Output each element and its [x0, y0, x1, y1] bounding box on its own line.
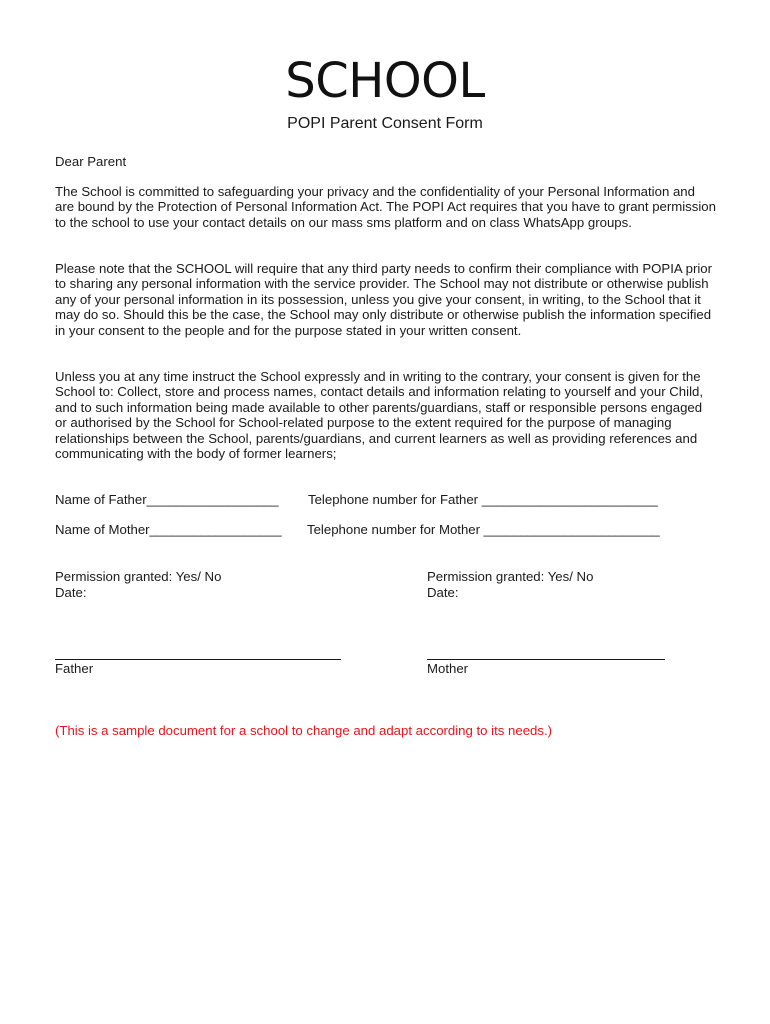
father-signature-label: Father — [55, 661, 94, 676]
father-phone-field[interactable]: Telephone number for Father ________________________ — [308, 492, 658, 507]
mother-permission-text[interactable]: Permission granted: Yes/ No — [427, 569, 594, 584]
paragraph-privacy: The School is committed to safeguarding your privacy and the confidentiality of your Personal Information and are bound by the Protection of Personal Information Act. The POPI Act requires that you have to grant permission to the school to use your contact details on our mass sms platform and on class WhatsApp groups. — [55, 184, 716, 230]
father-date-label: Date: — [55, 585, 87, 600]
mother-date-label: Date: — [427, 585, 459, 600]
document-title: SCHOOL — [285, 53, 485, 109]
father-signature-line[interactable] — [55, 659, 341, 660]
paragraph-third-party: Please note that the SCHOOL will require that any third party needs to confirm their compliance with POPIA prior to sharing any personal information with the service provider. The School may not distribute or otherwise publish any of your personal information in its possession, unless you give your consent, in writing, to the School that it may do so. Should this be the case, the School may only distribute or otherwise publish the information specified in your consent to the people and for the purpose stated in your written consent. — [55, 261, 712, 338]
mother-name-field[interactable]: Name of Mother__________________ — [55, 522, 282, 537]
mother-signature-label: Mother — [427, 661, 469, 676]
paragraph-consent-scope: Unless you at any time instruct the School expressly and in writing to the contrary, your consent is given for the School to: Collect, store and process names, contact details and information relating to yourself and your Child, and to such information being made available to other parents/guardians, staff or responsible persons engaged or authorised by the School for School-related purpose to the extent required for the purpose of managing relationships between the School, parents/guardians, and current learners as well as providing references and communicating with the body of former learners; — [55, 369, 703, 462]
sample-document-note: (This is a sample document for a school to change and adapt according to its needs.) — [55, 723, 553, 738]
greeting-text: Dear Parent — [55, 154, 127, 169]
father-permission-text[interactable]: Permission granted: Yes/ No — [55, 569, 222, 584]
mother-signature-line[interactable] — [427, 659, 665, 660]
father-name-field[interactable]: Name of Father__________________ — [55, 492, 279, 507]
document-subtitle: POPI Parent Consent Form — [287, 115, 483, 132]
mother-phone-field[interactable]: Telephone number for Mother ________________________ — [307, 522, 660, 537]
